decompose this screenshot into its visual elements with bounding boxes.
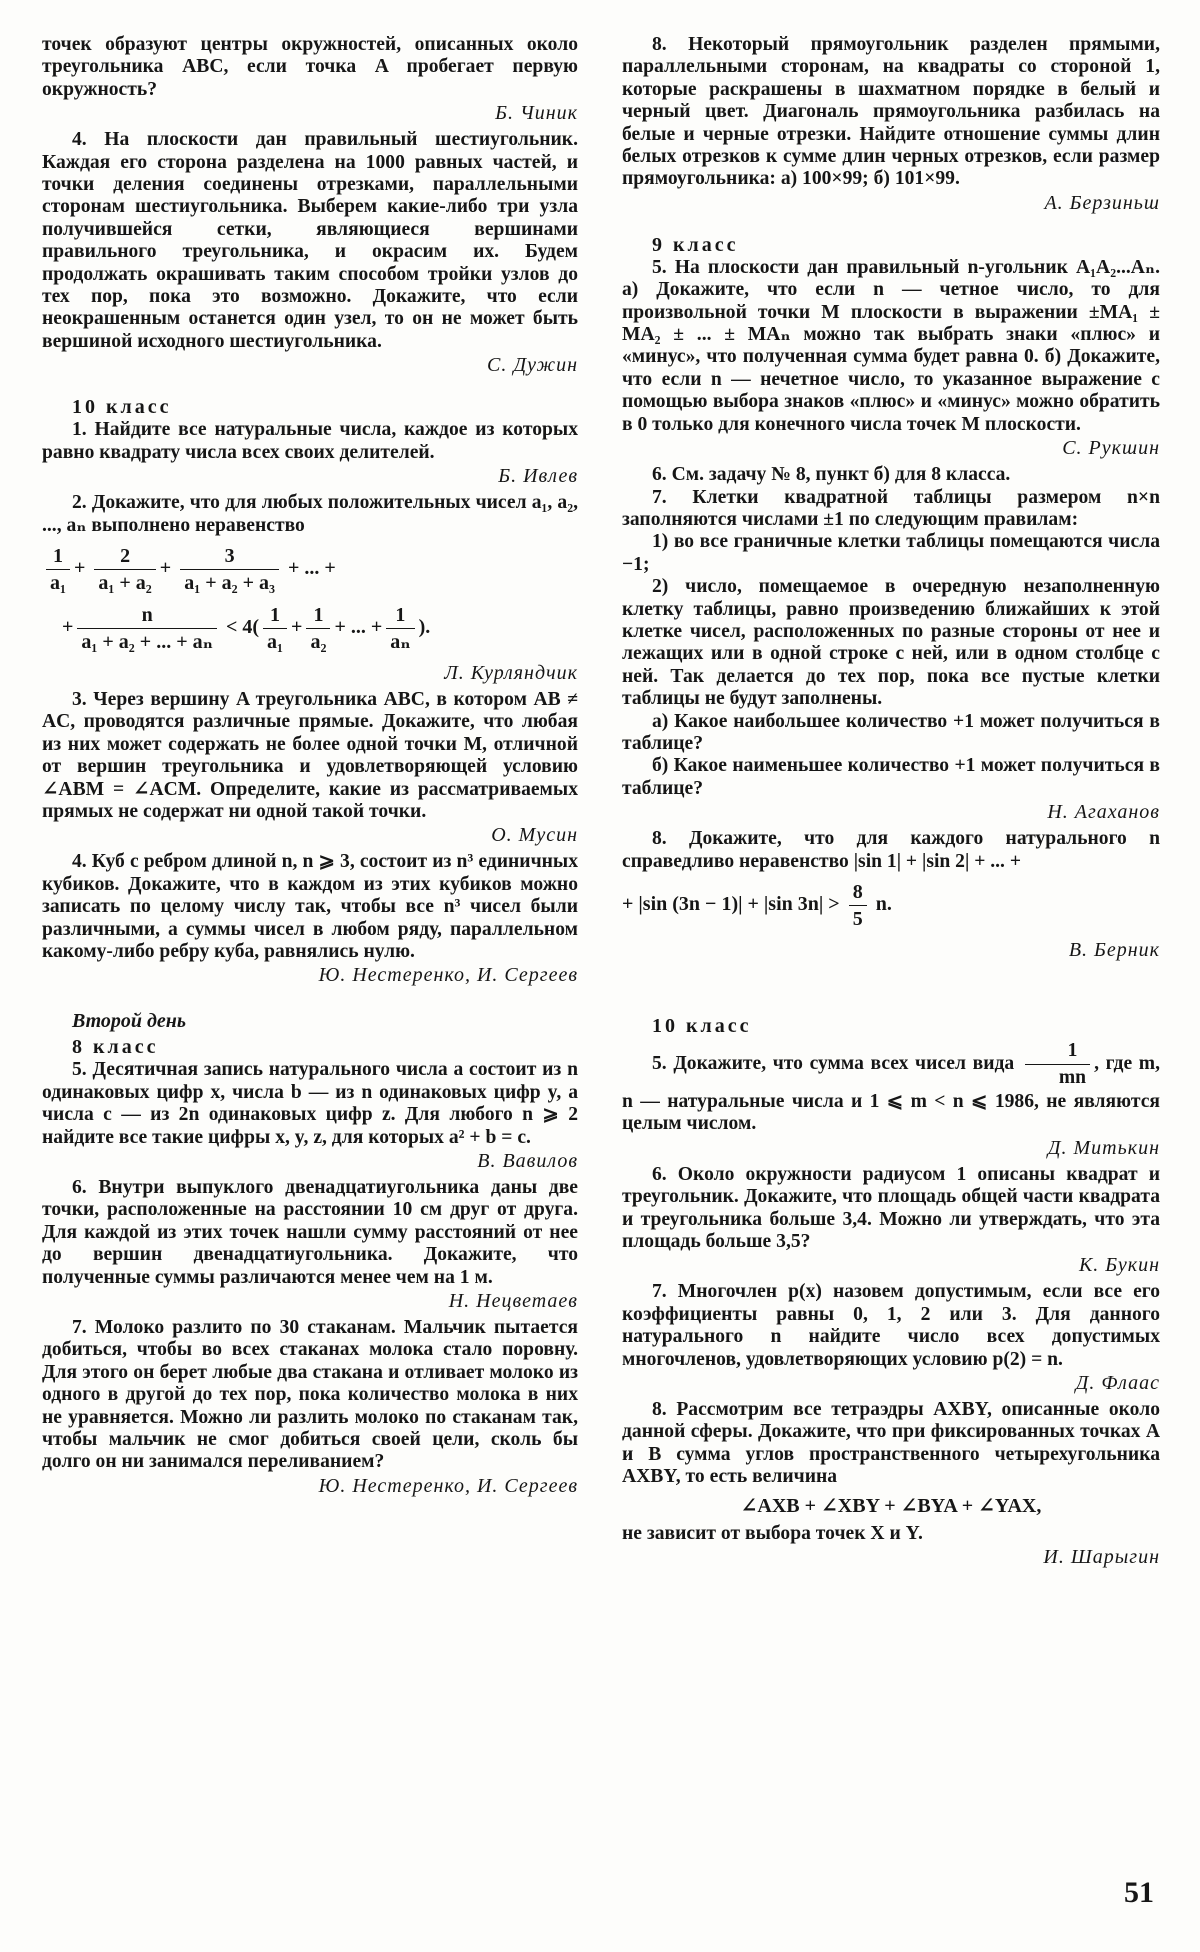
- problem-5: 5. На плоскости дан правильный n-угольник A₁A₂...Aₙ. а) Докажите, что если n — четное число, то для произвольной точки M плоскости в выражении ±MA₁ ± MA₂ ± ... ± MAₙ можно так выбрать знаки «плюс» и «минус», что полученная сумма будет равна 0. б) Докажите, что если n — нечетное число, то указанное выражение с помощью выбора знаков «плюс» и «минус» можно обратить в 0 только для конечного числа точек M плоскости.: [622, 256, 1160, 435]
- rule-2: 2) число, помещаемое в очередную незаполненную клетку таблицы, равно произведению ближайших к этой клетке чисел, расположенных по разные стороны от нее и лежащих или в одной строке с ней, или в одном столбце с ней. Так делается до тех пор, пока все пустые клетки таблицы не будут заполнены.: [622, 576, 1160, 710]
- problem-1: 1. Найдите все натуральные числа, каждое из которых равно квадрату числа всех своих делителей.: [42, 419, 578, 463]
- problem-8-tetra: 8. Рассмотрим все тетраэдры AXBY, описанные около данной сферы. Докажите, что при фиксированных точках A и B сумма углов пространственного четырехугольника AXBY, то есть величина: [622, 1399, 1160, 1488]
- problem-6: 6. См. задачу № 8, пункт б) для 8 класса.: [652, 464, 1011, 486]
- author: Н. Нецветаев: [448, 1290, 578, 1313]
- question-b: б) Какое наименьшее количество +1 может получиться в таблице?: [622, 755, 1160, 799]
- author: Д. Флаас: [1075, 1372, 1160, 1395]
- grade-heading: 8 класс: [72, 1036, 159, 1059]
- text-paragraph: не зависит от выбора точек X и Y.: [622, 1522, 923, 1544]
- problem-8: 8. Некоторый прямоугольник разделен прямыми, параллельными сторонам, на квадраты со стороной 1, которые раскрашены в шахматном порядке в белый и черный цвет. Диагональ прямоугольника разбилась на белые и черные отрезки. Найдите отношение суммы длин белых отрезков к сумме длин черных отрезков, если размер прямоугольника: а) 100×99; б) 101×99.: [622, 34, 1160, 190]
- left-column: [42, 34, 578, 1502]
- author: Д. Митькин: [1047, 1136, 1160, 1159]
- grade-heading: 10 класс: [72, 396, 172, 419]
- problem-7-poly: 7. Многочлен p(x) назовем допустимым, если все его коэффициенты равны 0, 1, 2 или 3. Для данного натурального n найдите число всех допустимых многочленов, удовлетворяющих условию p(2) = n.: [622, 1281, 1160, 1370]
- author: С. Дужин: [487, 354, 578, 377]
- day-heading: Второй день: [72, 1010, 187, 1033]
- fraction: $\frac{3}{\text{a₁ + a₂ + a₃}}$: [180, 543, 279, 596]
- problem-6: 6. Внутри выпуклого двенадцатиугольника даны две точки, расположенные на расстоянии 10 см друг от друга. Для каждой из этих точек нашли сумму расстояний от нее до вершин двенадцатиугольника. Докажите, что полученные суммы различаются менее чем на 1 м.: [42, 1177, 578, 1288]
- author: В. Берник: [1068, 939, 1160, 961]
- author: И. Шарыгин: [1043, 1546, 1160, 1569]
- fraction: $\frac{1}{\text{a₁}}$: [263, 602, 287, 655]
- fraction: $\frac{8}{5}$: [849, 879, 867, 932]
- fraction: $\frac{2}{\text{a₁ + a₂}}$: [94, 543, 155, 596]
- author: К. Букин: [1079, 1254, 1160, 1277]
- problem-3: 3. Через вершину A треугольника ABC, в котором AB ≠ AC, проводятся различные прямые. Докажите, что любая из них может содержать не более одной точки M, отличной от вершин треугольника и удовлетворяющей условию ∠ABM = ∠ACM. Определите, какие из рассматриваемых прямых не содержат ни одной такой точки.: [42, 688, 578, 822]
- author: Ю. Нестеренко, И. Сергеев: [318, 1474, 578, 1497]
- author: Ю. Нестеренко, И. Сергеев: [318, 964, 578, 987]
- problem-6-circle: 6. Около окружности радиусом 1 описаны квадрат и треугольник. Докажите, что площадь общей части квадрата и треугольника больше 3,4. Можно ли утверждать, что эта площадь больше 3,5?: [622, 1163, 1160, 1253]
- problem-5-sum: 5. Докажите, что сумма всех чисел вида $\frac{1}{mn}$ , где m, n — натуральные числа и 1 ⩽ m < n ⩽ 1986, не являются целым числом.: [622, 1040, 1160, 1135]
- fraction: $\frac{1}{\text{a₂}}$: [306, 602, 330, 655]
- sin-inequality: + |sin (3n − 1)| + |sin 3n| > $\frac{8}{5}$ n.: [622, 881, 892, 930]
- author: Б. Ивлев: [498, 465, 578, 488]
- inequality-line-2: + $\frac{n}{\text{a₁ + a₂ + ... + aₙ}}$ < 4( $\frac{1}{\text{a₁}}$ + $\frac{1}{\text{a₂}}$ + ... + $\frac{1}{\text{aₙ}}$ ).: [62, 603, 431, 653]
- author: А. Берзиньш: [1044, 191, 1160, 214]
- author: В. Вавилов: [477, 1150, 578, 1172]
- problem-7: 7. Клетки квадратной таблицы размером n×n заполняются числами ±1 по следующим правилам:: [622, 486, 1160, 530]
- fraction: $\frac{1}{mn}$: [1025, 1038, 1090, 1091]
- fraction: $\frac{1}{\text{a₁}}$: [46, 543, 70, 596]
- angle-sum: ∠AXB + ∠XBY + ∠BYA + ∠YAX,: [740, 1494, 1042, 1517]
- fraction: $\frac{n}{\text{a₁ + a₂ + ... + aₙ}}$: [77, 602, 217, 655]
- problem-4-cube: 4. Куб с ребром длиной n, n ⩾ 3, состоит из n³ единичных кубиков. Докажите, что в каждом из этих кубиков можно записать по целому числу так, чтобы все n³ чисел были различными, а суммы чисел в любом ряду, параллельном какому-либо ребру куба, равнялись нулю.: [42, 851, 578, 962]
- problem-2: 2. Докажите, что для любых положительных чисел a₁, a₂, ..., aₙ выполнено неравенство: [42, 492, 578, 536]
- author: С. Рукшин: [1062, 437, 1160, 460]
- author: Л. Курляндчик: [444, 661, 578, 684]
- author: Н. Агаханов: [1047, 801, 1160, 824]
- inequality-line-1: $\frac{1}{\text{a₁}}$ + $\frac{2}{\text{a₁ + a₂}}$ + $\frac{3}{\text{a₁ + a₂ + a₃}}$ + ... +: [42, 543, 578, 596]
- problem-7: 7. Молоко разлито по 30 стаканам. Мальчик пытается добиться, чтобы во всех стаканах молока стало поровну. Для этого он берет любые два стакана и отливает молоко из одного в другой до тех пор, пока количество молока в них не уравняется. Можно ли разлить молоко по стаканам так, чтобы мальчик не смог добиться своей цели, сколь бы долго он ни занимался переливанием?: [42, 1317, 578, 1473]
- problem-8-sin: 8. Докажите, что для каждого натурального n справедливо неравенство |sin 1| + |sin 2| + ... +: [622, 828, 1160, 872]
- right-column: [622, 34, 1160, 1573]
- text-paragraph: точек образуют центры окружностей, описанных около треугольника ABC, если точка A пробегает первую окружность?: [42, 34, 578, 100]
- grade-heading: 10 класс: [652, 1015, 752, 1037]
- problem-4: 4. На плоскости дан правильный шестиугольник. Каждая его сторона разделена на 1000 равных частей, и точки деления соединены отрезками, параллельными сторонам шестиугольника. Выберем какие-либо три узла получившейся сетки, являющиеся вершинами правильного треугольника, и окрасим их. Будем продолжать окрашивать таким способом тройки узлов до тех пор, пока это возможно. Докажите, что если неокрашенным останется один узел, то он не может быть вершиной исходного шестиугольника.: [42, 129, 578, 352]
- author: О. Мусин: [491, 824, 578, 847]
- problem-5: 5. Десятичная запись натурального числа a состоит из n одинаковых цифр x, числа b — из n одинаковых цифр y, а числа c — из 2n одинаковых цифр z. Для любого n ⩾ 2 найдите все такие цифры x, y, z, для которых a² + b = c.: [42, 1059, 578, 1148]
- author: Б. Чиник: [495, 102, 578, 125]
- grade-heading: 9 класс: [652, 233, 739, 256]
- rule-1: 1) во все граничные клетки таблицы помещаются числа −1;: [622, 531, 1160, 575]
- question-a: а) Какое наибольшее количество +1 может получиться в таблице?: [622, 710, 1160, 754]
- fraction: $\frac{1}{\text{aₙ}}$: [386, 602, 414, 655]
- page-number: 51: [1124, 1876, 1154, 1909]
